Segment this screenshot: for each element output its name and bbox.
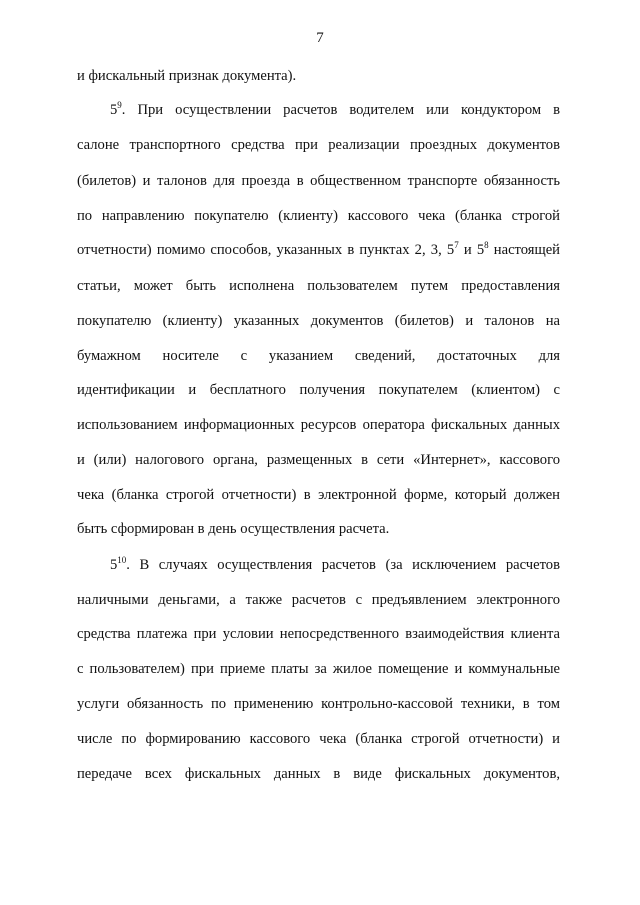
clause-number: $5^9$. <box>110 100 126 118</box>
paragraph-line: $5^{10}$. В случаях осуществления расчетов (за исключением расчетов <box>110 555 560 573</box>
paragraph-line: передаче всех фискальных данных в виде фискальных документов, <box>77 766 560 782</box>
paragraph-line: быть сформирован в день осуществления расчета. <box>77 521 390 537</box>
clause-number: $5^{10}$. <box>110 555 130 573</box>
paragraph-line: и фискальный признак документа). <box>77 68 297 84</box>
paragraph-line: бумажном носителе с указанием сведений, достаточных для <box>77 348 560 364</box>
paragraph-line: по направлению покупателю (клиенту) кассового чека (бланка строгой <box>77 208 560 224</box>
paragraph-line: покупателю (клиенту) указанных документов (билетов) и талонов на <box>77 313 560 329</box>
paragraph-line: чека (бланка строгой отчетности) в электронной форме, который должен <box>77 487 560 503</box>
paragraph-line: средства платежа при условии непосредственного взаимодействия клиента <box>77 626 560 642</box>
page-number: 7 <box>316 30 324 46</box>
paragraph-line: отчетности) помимо способов, указанных в пунктах 2, 3, $5^7$ и $5^8$ настоящей <box>77 240 560 258</box>
paragraph-line: и (или) налогового органа, размещенных в сети «Интернет», кассового <box>77 452 560 468</box>
paragraph-line: наличными деньгами, а также расчетов с предъявлением электронного <box>77 592 560 608</box>
paragraph-line: статьи, может быть исполнена пользователем путем предоставления <box>77 278 560 294</box>
paragraph-line: идентификации и бесплатного получения покупателем (клиентом) с <box>77 382 560 398</box>
paragraph-line: числе по формированию кассового чека (бланка строгой отчетности) и <box>77 731 560 747</box>
paragraph-line: $5^9$. При осуществлении расчетов водителем или кондуктором в <box>110 100 561 118</box>
paragraph-line: с пользователем) при приеме платы за жилое помещение и коммунальные <box>77 661 560 677</box>
paragraph-line: (билетов) и талонов для проезда в общественном транспорте обязанность <box>77 173 560 189</box>
paragraph-line: салоне транспортного средства при реализации проездных документов <box>77 137 560 153</box>
paragraph-line: использованием информационных ресурсов оператора фискальных данных <box>77 417 560 433</box>
paragraph-line: услуги обязанность по применению контрольно-кассовой техники, в том <box>77 696 560 712</box>
